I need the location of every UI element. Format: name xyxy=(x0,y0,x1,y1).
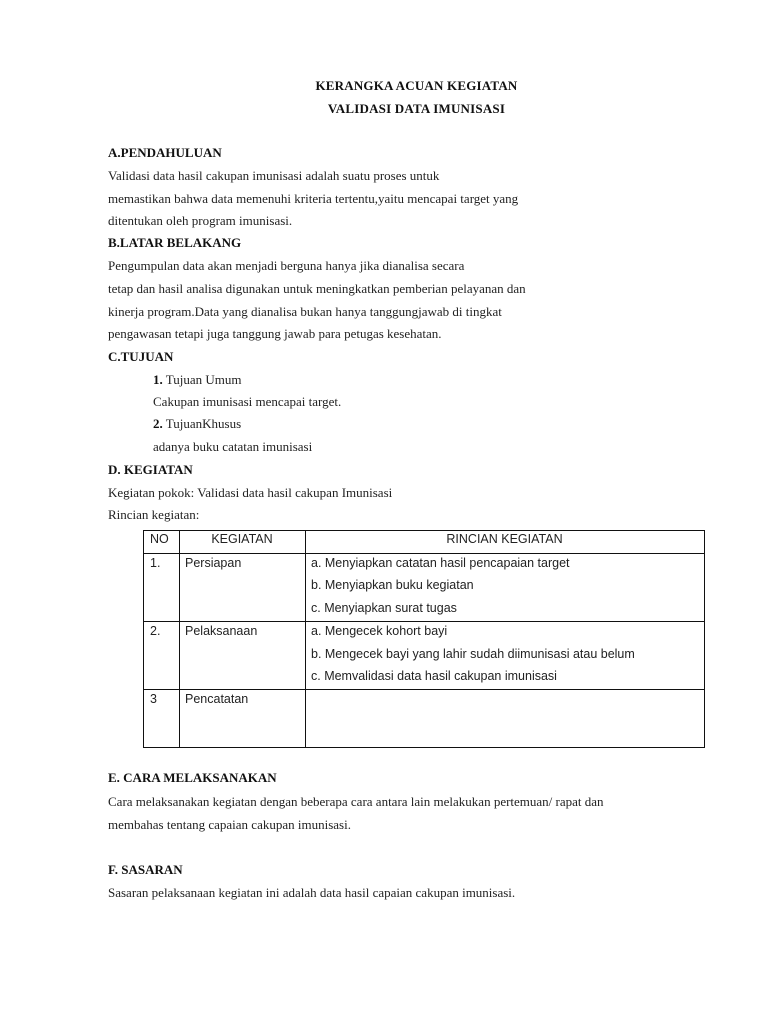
section-f-line-1: Sasaran pelaksanaan kegiatan ini adalah data hasil capaian cakupan imunisasi. xyxy=(108,885,516,900)
section-e-line-2: membahas tentang capaian cakupan imunisasi. xyxy=(108,817,351,832)
row-2-kegiatan: Pelaksanaan xyxy=(185,624,258,638)
row-1-rincian-b: b. Menyiapkan buku kegiatan xyxy=(311,578,474,592)
section-c-heading: C.TUJUAN xyxy=(108,349,174,364)
section-f-heading: F. SASARAN xyxy=(108,862,183,877)
table-rule xyxy=(179,530,180,748)
row-1-rincian-a: a. Menyiapkan catatan hasil pencapaian target xyxy=(311,556,570,570)
goal-item-2-text: adanya buku catatan imunisasi xyxy=(153,439,313,454)
goal-item-1-text: Cakupan imunisasi mencapai target. xyxy=(153,394,342,409)
section-a-line-1: Validasi data hasil cakupan imunisasi adalah suatu proses untuk xyxy=(108,168,440,183)
table-rule xyxy=(704,530,705,748)
row-3-kegiatan: Pencatatan xyxy=(185,692,249,706)
row-1-kegiatan: Persiapan xyxy=(185,556,242,570)
row-2-rincian-a: a. Mengecek kohort bayi xyxy=(311,624,448,638)
goal-item-1-title xyxy=(153,372,242,388)
section-a-line-3: ditentukan oleh program imunisasi. xyxy=(108,213,293,228)
goal-item-1-number: 1. xyxy=(153,372,163,387)
document-title: KERANGKA ACUAN KEGIATAN xyxy=(315,78,518,93)
table-header-rincian: RINCIAN KEGIATAN xyxy=(446,532,563,546)
table-rule xyxy=(143,747,705,748)
section-b-line-2: tetap dan hasil analisa digunakan untuk meningkatkan pemberian pelayanan dan xyxy=(108,281,526,296)
table-rule xyxy=(143,530,144,748)
document-subtitle: VALIDASI DATA IMUNISASI xyxy=(327,101,506,116)
row-2-rincian-c: c. Memvalidasi data hasil cakupan imunisasi xyxy=(311,669,557,683)
goal-item-2-label: TujuanKhusus xyxy=(165,416,242,431)
row-2-no: 2. xyxy=(150,624,161,638)
goal-item-1-label: Tujuan Umum xyxy=(165,372,242,387)
section-b-line-4: pengawasan tetapi juga tanggung jawab para petugas kesehatan. xyxy=(108,326,442,341)
section-b-line-1: Pengumpulan data akan menjadi berguna hanya jika dianalisa secara xyxy=(108,258,465,273)
section-b-line-3: kinerja program.Data yang dianalisa bukan hanya tanggungjawab di tingkat xyxy=(108,304,502,319)
row-1-rincian-c: c. Menyiapkan surat tugas xyxy=(311,601,457,615)
section-a-heading: A.PENDAHULUAN xyxy=(108,145,222,160)
section-b-heading: B.LATAR BELAKANG xyxy=(108,235,242,250)
section-d-heading: D. KEGIATAN xyxy=(108,462,193,477)
table-rule xyxy=(305,530,306,748)
goal-item-2-number: 2. xyxy=(153,416,163,431)
table-rule xyxy=(143,553,705,554)
table-rule xyxy=(143,689,705,690)
section-e-line-1: Cara melaksanakan kegiatan dengan beberapa cara antara lain melakukan pertemuan/ rapat dan xyxy=(108,794,604,809)
row-3-no: 3 xyxy=(150,692,157,706)
row-1-no: 1. xyxy=(150,556,161,570)
row-2-rincian-b: b. Mengecek bayi yang lahir sudah diimunisasi atau belum xyxy=(311,647,635,661)
table-header-kegiatan: KEGIATAN xyxy=(211,532,273,546)
section-d-line-1: Kegiatan pokok: Validasi data hasil cakupan Imunisasi xyxy=(108,485,393,500)
table-header-no: NO xyxy=(150,532,169,546)
section-e-heading: E. CARA MELAKSANAKAN xyxy=(108,770,277,785)
section-a-line-2: memastikan bahwa data memenuhi kriteria tertentu,yaitu mencapai target yang xyxy=(108,191,519,206)
goal-item-2-title xyxy=(153,416,241,432)
table-rule xyxy=(143,621,705,622)
section-d-line-2: Rincian kegiatan: xyxy=(108,507,200,522)
